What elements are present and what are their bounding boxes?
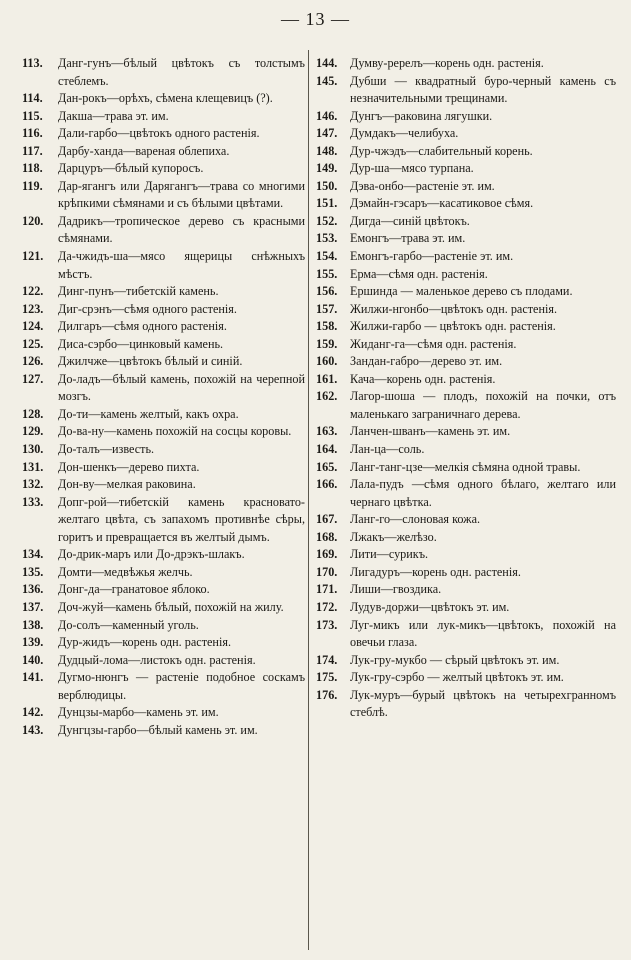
entry-text: Жиданг-га—сѣмя одн. растенія. <box>350 336 517 351</box>
dictionary-entry <box>22 494 305 547</box>
dictionary-entry <box>22 178 305 213</box>
dictionary-entry <box>316 652 616 670</box>
entry-number: 126. <box>22 354 44 369</box>
entry-text: Диг-срэнъ—сѣмя одного растенія. <box>58 301 237 316</box>
dictionary-entry <box>22 564 305 582</box>
entry-text: Диса-сэрбо—цинковый камень. <box>58 336 224 351</box>
entry-text: До-талъ—известь. <box>58 442 155 457</box>
entry-text: Лук-гру-мукбо — сѣрый цвѣтокъ эт. им. <box>350 652 560 667</box>
dictionary-entry <box>22 652 305 670</box>
dictionary-entry <box>22 546 305 564</box>
entry-number: 144. <box>316 56 338 70</box>
entry-number: 164. <box>316 442 338 457</box>
entry-text: До-ва-ну—камень похожій на сосцы коровы. <box>58 424 292 439</box>
entry-number: 134. <box>22 547 44 562</box>
right-column <box>316 55 616 722</box>
entry-number: 129. <box>22 424 44 439</box>
entry-number: 120. <box>22 213 44 228</box>
entry-text: Луг-микъ или лук-микъ—цвѣтокъ, похожій на овечьи глаза. <box>350 617 616 650</box>
dictionary-entry <box>316 55 616 73</box>
dictionary-entry <box>316 353 616 371</box>
dictionary-entry <box>316 213 616 231</box>
entry-text: Дилгаръ—сѣмя одного растенія. <box>58 319 227 334</box>
entry-text: Ланг-танг-цзе—мелкія сѣмяна одной травы. <box>350 459 581 474</box>
entry-number: 132. <box>22 477 44 492</box>
dictionary-entry <box>316 617 616 652</box>
entry-number: 135. <box>22 564 44 579</box>
entry-number: 161. <box>316 371 338 386</box>
entry-number: 157. <box>316 301 338 316</box>
dictionary-entry <box>22 55 305 90</box>
dictionary-entry <box>22 283 305 301</box>
entry-text: Дакша—трава эт. им. <box>58 108 169 123</box>
entry-text: Дудцый-лома—листокъ одн. растенія. <box>58 652 256 667</box>
entry-number: 117. <box>22 143 43 158</box>
entry-text: Зандан-габро—дерево эт. им. <box>350 354 503 369</box>
entry-number: 148. <box>316 143 338 158</box>
entry-number: 137. <box>22 599 44 614</box>
dictionary-entry <box>316 160 616 178</box>
dictionary-entry <box>316 301 616 319</box>
dictionary-entry <box>22 318 305 336</box>
entry-number: 125. <box>22 336 44 351</box>
dictionary-entry <box>316 318 616 336</box>
entry-number: 158. <box>316 319 338 334</box>
entry-text: Дарцуръ—бѣлый купоросъ. <box>58 161 204 176</box>
entry-text: Динг-пунъ—тибетскій камень. <box>58 284 219 299</box>
entry-number: 139. <box>22 635 44 650</box>
entry-number: 160. <box>316 354 338 369</box>
entry-text: Дан-рокъ—орѣхъ, сѣмена клещевицъ (?). <box>58 91 273 106</box>
entry-text: Доч-жуй—камень бѣлый, похожій на жилу. <box>58 599 284 614</box>
entry-text: До-ладъ—бѣлый камень, похожій на черепной мозгъ. <box>58 371 305 404</box>
entry-text: Емонгъ-гарбо—растеніе эт. им. <box>350 249 514 264</box>
entry-number: 151. <box>316 196 338 211</box>
entry-text: Лук-муръ—бурый цвѣтокъ на четырехгранномъ стеблѣ. <box>350 687 616 720</box>
entry-number: 138. <box>22 617 44 632</box>
dictionary-entry <box>316 599 616 617</box>
entry-text: Жилжи-гарбо — цвѣтокъ одн. растенія. <box>350 319 556 334</box>
entry-text: Емонгъ—трава эт. им. <box>350 231 466 246</box>
dictionary-entry <box>316 669 616 687</box>
entry-text: Думву-ререлъ—корень одн. растенія. <box>350 56 544 70</box>
dictionary-entry <box>316 388 616 423</box>
entry-text: Дубши — квадратный буро-черный камень съ незначительными трещинами. <box>350 73 616 106</box>
entry-number: 147. <box>316 126 338 141</box>
entry-number: 127. <box>22 371 44 386</box>
entry-text: Дур-ша—мясо турпана. <box>350 161 474 176</box>
entry-text: Лиши—гвоздика. <box>350 582 442 597</box>
entry-number: 165. <box>316 459 338 474</box>
dictionary-entry <box>316 459 616 477</box>
entry-number: 150. <box>316 178 338 193</box>
entry-text: Домти—медвѣжья желчь. <box>58 564 193 579</box>
entry-number: 173. <box>316 617 338 632</box>
page-number: — 13 — <box>281 9 350 29</box>
dictionary-entry <box>22 634 305 652</box>
entry-number: 152. <box>316 213 338 228</box>
entry-number: 146. <box>316 108 338 123</box>
entry-text: Ершинда — маленькое дерево съ плодами. <box>350 284 573 299</box>
dictionary-entry <box>316 178 616 196</box>
dictionary-entry <box>316 511 616 529</box>
entry-text: Дугмо-нюнгъ — растеніе подобное соскамъ верблюдицы. <box>58 670 305 702</box>
entry-number: 133. <box>22 494 44 509</box>
entry-text: Дунцзы-марбо—камень эт. им. <box>58 705 219 720</box>
dictionary-entry <box>22 423 305 441</box>
entry-number: 156. <box>316 284 338 299</box>
entry-text: Дигда—синій цвѣтокъ. <box>350 213 470 228</box>
entry-number: 116. <box>22 126 43 141</box>
dictionary-entry <box>22 581 305 599</box>
dictionary-entry <box>316 248 616 266</box>
entry-number: 140. <box>22 652 44 667</box>
dictionary-entry <box>316 546 616 564</box>
dictionary-entry <box>22 704 305 722</box>
entry-number: 163. <box>316 424 338 439</box>
entry-number: 167. <box>316 512 338 527</box>
entry-number: 149. <box>316 161 338 176</box>
dictionary-entry <box>316 230 616 248</box>
dictionary-entry <box>316 336 616 354</box>
entry-number: 171. <box>316 582 338 597</box>
entry-text: Дон-ву—мелкая раковина. <box>58 477 196 492</box>
entry-number: 175. <box>316 670 338 685</box>
entry-text: Дунгцзы-гарбо—бѣлый камень эт. им. <box>58 722 258 737</box>
entry-text: Дар-ягангъ или Дарягангъ—трава со многими крѣпкими сѣмянами и съ бѣлыми цвѣтами. <box>58 178 305 211</box>
dictionary-entry <box>316 266 616 284</box>
entry-number: 162. <box>316 389 338 404</box>
dictionary-entry <box>22 459 305 477</box>
entry-text: Допг-рой—тибетскій камень красновато-желтаго цвѣта, съ запахомъ противнѣе сѣры, горитъ и превращается въ желтый дымъ. <box>58 494 305 544</box>
entry-number: 130. <box>22 442 44 457</box>
entry-number: 123. <box>22 301 44 316</box>
dictionary-entry <box>22 476 305 494</box>
entry-text: Дэва-онбо—растеніе эт. им. <box>350 178 495 193</box>
dictionary-entry <box>22 143 305 161</box>
entry-number: 170. <box>316 564 338 579</box>
dictionary-entry <box>22 441 305 459</box>
entry-text: Жилжи-нгонбо—цвѣтокъ одн. растенія. <box>350 301 558 316</box>
entry-number: 176. <box>316 687 338 702</box>
entry-number: 145. <box>316 73 338 88</box>
entry-text: Джилчже—цвѣтокъ бѣлый и синій. <box>58 354 243 369</box>
entry-number: 153. <box>316 231 338 246</box>
entry-text: Лан-ца—соль. <box>350 442 425 457</box>
dictionary-entry <box>22 599 305 617</box>
dictionary-entry <box>316 441 616 459</box>
entry-number: 113. <box>22 56 43 70</box>
entry-number: 169. <box>316 547 338 562</box>
entry-number: 115. <box>22 108 43 123</box>
entry-number: 166. <box>316 477 338 492</box>
entry-number: 154. <box>316 249 338 264</box>
dictionary-entry <box>22 125 305 143</box>
entry-text: Лагор-шоша — плодъ, похожій на почки, отъ маленькаго заграничнаго дерева. <box>350 389 616 421</box>
entry-number: 131. <box>22 459 44 474</box>
entry-number: 155. <box>316 266 338 281</box>
dictionary-entry <box>22 353 305 371</box>
entry-text: Ерма—сѣмя одн. растенія. <box>350 266 488 281</box>
entry-text: Лук-гру-сэрбо — желтый цвѣтокъ эт. им. <box>350 670 564 685</box>
entry-text: Да-чжидъ-ша—мясо ящерицы снѣжныхъ мѣстъ. <box>58 249 305 281</box>
entry-text: Лудув-доржи—цвѣтокъ эт. им. <box>350 599 510 614</box>
dictionary-entry <box>316 195 616 213</box>
dictionary-entry <box>22 722 305 740</box>
entry-text: Лити—сурикъ. <box>350 547 429 562</box>
entry-text: Дарбу-ханда—вареная облепиха. <box>58 143 230 158</box>
dictionary-entry <box>316 143 616 161</box>
entry-number: 159. <box>316 336 338 351</box>
entry-text: Дур-чжэдъ—слабительный корень. <box>350 143 533 158</box>
entry-text: Донг-да—гранатовое яблоко. <box>58 582 210 597</box>
entry-number: 119. <box>22 178 43 193</box>
entry-text: Ланг-го—слоновая кожа. <box>350 512 481 527</box>
entry-text: Дали-гарбо—цвѣтокъ одного растенія. <box>58 126 260 141</box>
entry-number: 128. <box>22 406 44 421</box>
entry-text: До-ти—камень желтый, какъ охра. <box>58 406 239 421</box>
column-divider <box>308 50 309 950</box>
dictionary-entry <box>22 90 305 108</box>
dictionary-entry <box>316 371 616 389</box>
dictionary-entry <box>316 687 616 722</box>
entry-text: Лигадуръ—корень одн. растенія. <box>350 564 521 579</box>
entry-number: 142. <box>22 705 44 720</box>
dictionary-entry <box>22 336 305 354</box>
dictionary-entry <box>316 529 616 547</box>
entry-number: 114. <box>22 91 43 106</box>
entry-text: Думдакъ—челибуха. <box>350 126 459 141</box>
dictionary-entry <box>22 213 305 248</box>
entry-text: До-солъ—каменный уголь. <box>58 617 199 632</box>
dictionary-entry <box>22 406 305 424</box>
dictionary-entry <box>316 283 616 301</box>
entry-number: 143. <box>22 722 44 737</box>
dictionary-entry <box>22 160 305 178</box>
entry-text: Дунгъ—раковина лягушки. <box>350 108 493 123</box>
entry-text: Дэмайн-гэсаръ—касатиковое сѣмя. <box>350 196 534 211</box>
entry-number: 168. <box>316 529 338 544</box>
entry-number: 172. <box>316 599 338 614</box>
entry-number: 141. <box>22 670 44 685</box>
entry-text: Кача—корень одн. растенія. <box>350 371 496 386</box>
entry-number: 136. <box>22 582 44 597</box>
dictionary-entry <box>22 301 305 319</box>
entry-number: 118. <box>22 161 43 176</box>
dictionary-entry <box>22 617 305 635</box>
dictionary-entry <box>316 423 616 441</box>
dictionary-entry <box>316 564 616 582</box>
entry-text: Дадрикъ—тропическое дерево съ красными сѣмянами. <box>58 213 305 246</box>
dictionary-entry <box>316 476 616 511</box>
dictionary-entry <box>316 581 616 599</box>
dictionary-entry <box>316 108 616 126</box>
left-column <box>22 55 305 739</box>
entry-number: 174. <box>316 652 338 667</box>
entry-text: Дон-шенкъ—дерево пихта. <box>58 459 200 474</box>
entry-text: Дур-жидъ—корень одн. растенія. <box>58 635 231 650</box>
dictionary-entry <box>316 73 616 108</box>
entry-text: Данг-гунъ—бѣлый цвѣтокъ съ толстымъ стеблемъ. <box>58 56 305 88</box>
entry-text: Ланчен-шванъ—камень эт. им. <box>350 424 511 439</box>
dictionary-entry <box>316 125 616 143</box>
entry-number: 122. <box>22 284 44 299</box>
dictionary-entry <box>22 108 305 126</box>
entry-text: До-дрик-маръ или До-дрэкъ-шлакъ. <box>58 547 245 562</box>
entry-text: Лжакъ—желѣзо. <box>350 529 437 544</box>
dictionary-entry <box>22 248 305 283</box>
entry-number: 121. <box>22 249 44 264</box>
entry-number: 124. <box>22 319 44 334</box>
dictionary-entry <box>22 669 305 704</box>
entry-text: Лала-пудъ —сѣмя одного бѣлаго, желтаго или чернаго цвѣтка. <box>350 477 616 509</box>
dictionary-entry <box>22 371 305 406</box>
